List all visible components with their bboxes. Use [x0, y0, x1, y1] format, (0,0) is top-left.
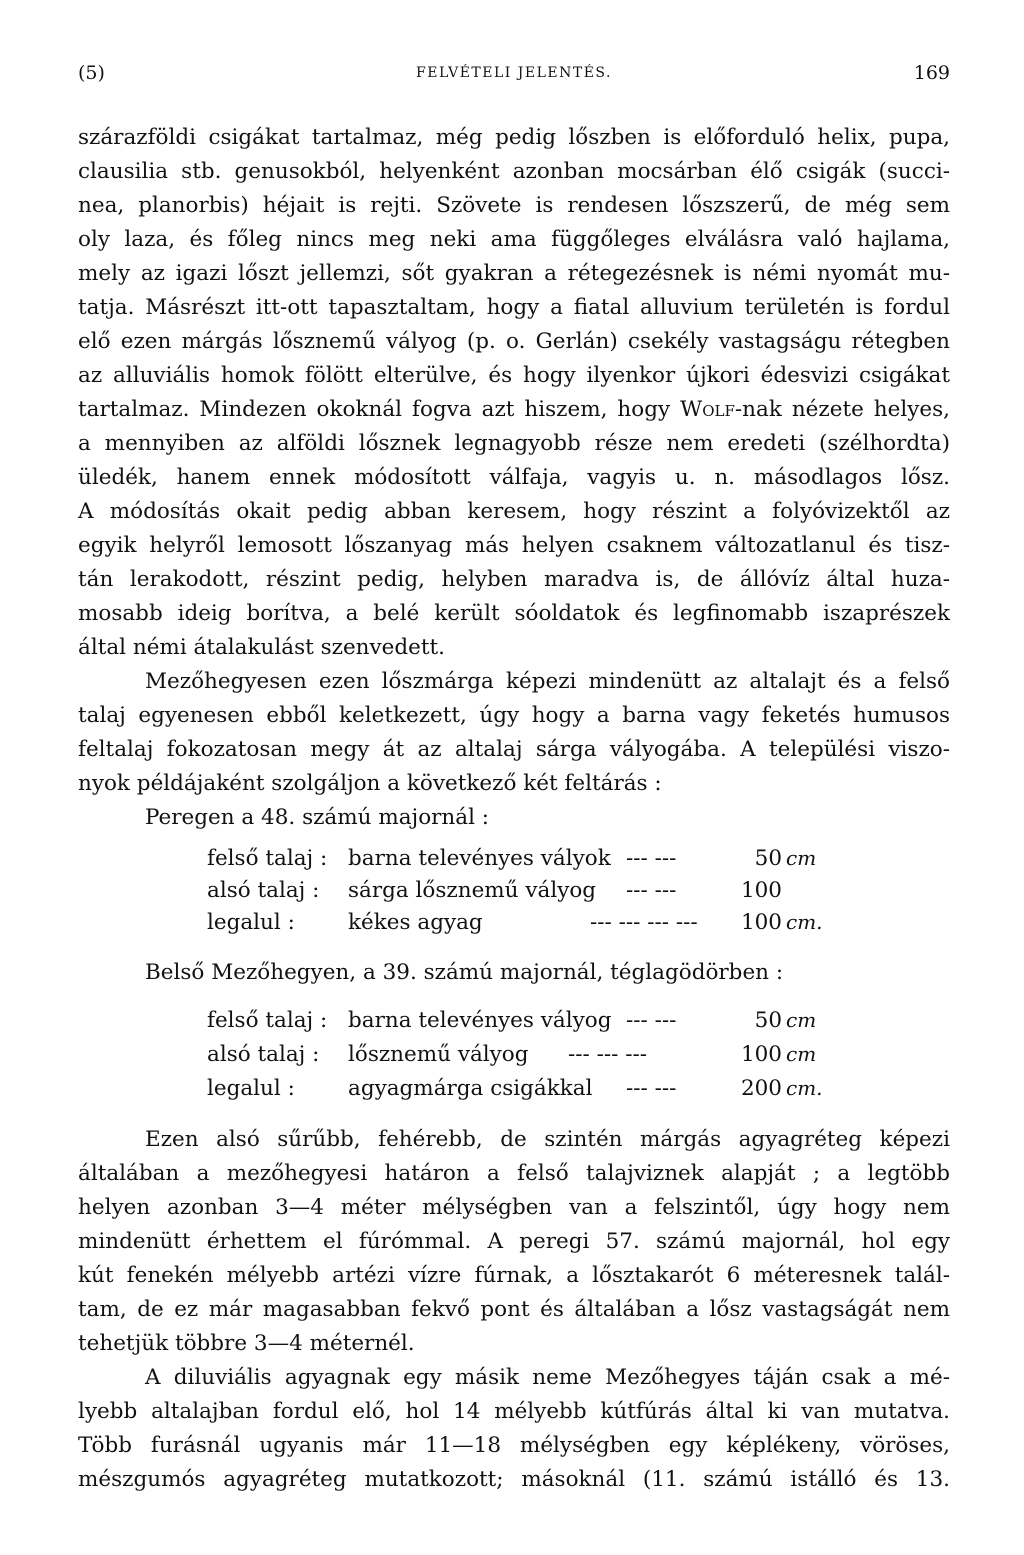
- text-line: tehetjük többre 3—4 méternél.: [78, 1331, 415, 1356]
- text-line: oly laza, és főleg nincs meg neki ama függőleges elválásra való hajlama,: [78, 227, 950, 252]
- text-line: clausilia stb. genusokból, helyenként azonban mocsárban élő csigák (succi-: [78, 159, 950, 184]
- layer-label: legalul :: [207, 910, 295, 935]
- text-line: mely az igazi lőszt jellemzi, sőt gyakran a rétegezésnek is némi nyomát mu-: [78, 261, 950, 286]
- material: barna televényes vályog: [348, 1008, 612, 1033]
- table-row: [0, 1004, 1024, 1037]
- text-fragment: tartalmaz. Mindezen okoknál fogva azt hiszem, hogy: [78, 397, 671, 422]
- author-name: Wolf: [680, 397, 735, 422]
- material: sárga lősznemű vályog: [348, 878, 597, 903]
- text-line: üledék, hanem ennek módosított válfaja, vagyis u. n. másodlagos lősz.: [78, 465, 950, 490]
- text-line: által némi átalakulást szenvedett.: [78, 635, 445, 660]
- site-heading: Belső Mezőhegyen, a 39. számú majornál, téglagödörben :: [145, 960, 784, 985]
- text-line: kút fenekén mélyebb artézi vízre fúrnak, a lősztakarót 6 méteresnek talál-: [78, 1263, 950, 1288]
- page-number: 169: [913, 62, 950, 84]
- text-line: Ezen alsó sűrűbb, fehérebb, de szintén márgás agyagréteg képezi: [145, 1127, 950, 1152]
- text-line: az alluviális homok fölött elterülve, és hogy ilyenkor újkori édesvizi csigákat: [78, 363, 950, 388]
- text-line: tán lerakodott, részint pedig, helyben maradva is, de állóvíz által huza-: [78, 567, 950, 592]
- text-line: elő ezen márgás lősznemű vályog (p. o. Gerlán) csekély vastagságu rétegben: [78, 329, 950, 354]
- leader-dots: --- --- ---: [568, 1042, 648, 1067]
- text-line: a mennyiben az alföldi lősznek legnagyobb része nem eredeti (szélhordta): [78, 431, 950, 456]
- table-row: [0, 1038, 1024, 1071]
- text-line: lyebb altalajban fordul elő, hol 14 mélyebb kútfúrás által ki van mutatva.: [78, 1399, 950, 1424]
- running-title: FELVÉTELI JELENTÉS.: [416, 65, 612, 81]
- layer-label: felső talaj :: [207, 1008, 328, 1033]
- depth-value: 50: [754, 846, 782, 871]
- page-header: [78, 62, 950, 102]
- unit: cm: [786, 1008, 817, 1032]
- unit: cm.: [786, 1076, 823, 1100]
- text-line: Több furásnál ugyanis már 11—18 mélységben egy képlékeny, vöröses,: [78, 1433, 950, 1458]
- unit: cm: [786, 1042, 817, 1066]
- material: agyagmárga csigákkal: [348, 1076, 593, 1101]
- text-line: A módosítás okait pedig abban keresem, hogy részint a folyóvizektől az: [78, 499, 950, 524]
- leader-dots: --- ---: [626, 1076, 677, 1101]
- text-line: feltalaj fokozatosan megy át az altalaj sárga vályogába. A települési viszo-: [78, 737, 950, 762]
- text-line: tam, de ez már magasabban fekvő pont és általában a lősz vastagságát nem: [78, 1297, 950, 1322]
- text-line: Mezőhegyesen ezen lőszmárga képezi mindenütt az altalajt és a felső: [145, 669, 950, 694]
- depth-value: 100: [740, 878, 782, 903]
- unit: cm.: [786, 910, 823, 934]
- layer-label: felső talaj :: [207, 846, 328, 871]
- material: kékes agyag: [348, 910, 483, 935]
- text-line: egyik helyről lemosott lőszanyag más helyen csaknem változatlanul és tisz-: [78, 533, 950, 558]
- table-row: [0, 874, 1024, 907]
- unit: cm: [786, 846, 817, 870]
- text-line: mindenütt érhettem el fúrómmal. A peregi 57. számú majornál, hol egy: [78, 1229, 950, 1254]
- text-line: nyok példájaként szolgáljon a következő két feltárás :: [78, 771, 662, 796]
- text-line: nea, planorbis) héjait is rejti. Szövete is rendesen lőszszerű, de még sem: [78, 193, 950, 218]
- leader-dots: --- ---: [626, 1008, 677, 1033]
- layer-label: legalul :: [207, 1076, 295, 1101]
- leader-dots: --- --- --- ---: [590, 910, 698, 935]
- text-line: helyen azonban 3—4 méter mélységben van a felszintől, úgy hogy nem: [78, 1195, 950, 1220]
- text-line: szárazföldi csigákat tartalmaz, még pedig lőszben is előforduló helix, pupa,: [78, 125, 950, 150]
- layer-label: alsó talaj :: [207, 1042, 320, 1067]
- text-line: mészgumós agyagréteg mutatkozott; másoknál (11. számú istálló és 13.: [78, 1467, 950, 1492]
- material: barna televényes vályok: [348, 846, 611, 871]
- text-fragment: -nak nézete helyes,: [734, 397, 950, 422]
- text-line: általában a mezőhegyesi határon a felső talajviznek alapját ; a legtöbb: [78, 1161, 950, 1186]
- material: lősznemű vályog: [348, 1042, 529, 1067]
- table-row: [0, 1072, 1024, 1105]
- table-row: [0, 842, 1024, 875]
- section-number: (5): [78, 62, 105, 84]
- depth-value: 50: [754, 1008, 782, 1033]
- text-line: A diluviális agyagnak egy másik neme Mezőhegyes táján csak a mé-: [145, 1365, 950, 1390]
- leader-dots: --- ---: [626, 878, 677, 903]
- leader-dots: --- ---: [626, 846, 677, 871]
- depth-value: 100: [740, 910, 782, 935]
- depth-value: 200: [740, 1076, 782, 1101]
- site-heading: Peregen a 48. számú majornál :: [145, 805, 490, 830]
- layer-label: alsó talaj :: [207, 878, 320, 903]
- table-row: [0, 906, 1024, 939]
- depth-value: 100: [740, 1042, 782, 1067]
- text-line-wolf: [78, 393, 950, 426]
- text-line: mosabb ideig borítva, a belé került sóoldatok és legfinomabb iszaprészek: [78, 601, 950, 626]
- text-line: talaj egyenesen ebből keletkezett, úgy hogy a barna vagy feketés humusos: [78, 703, 950, 728]
- text-line: tatja. Másrészt itt-ott tapasztaltam, hogy a fiatal alluvium területén is fordul: [78, 295, 950, 320]
